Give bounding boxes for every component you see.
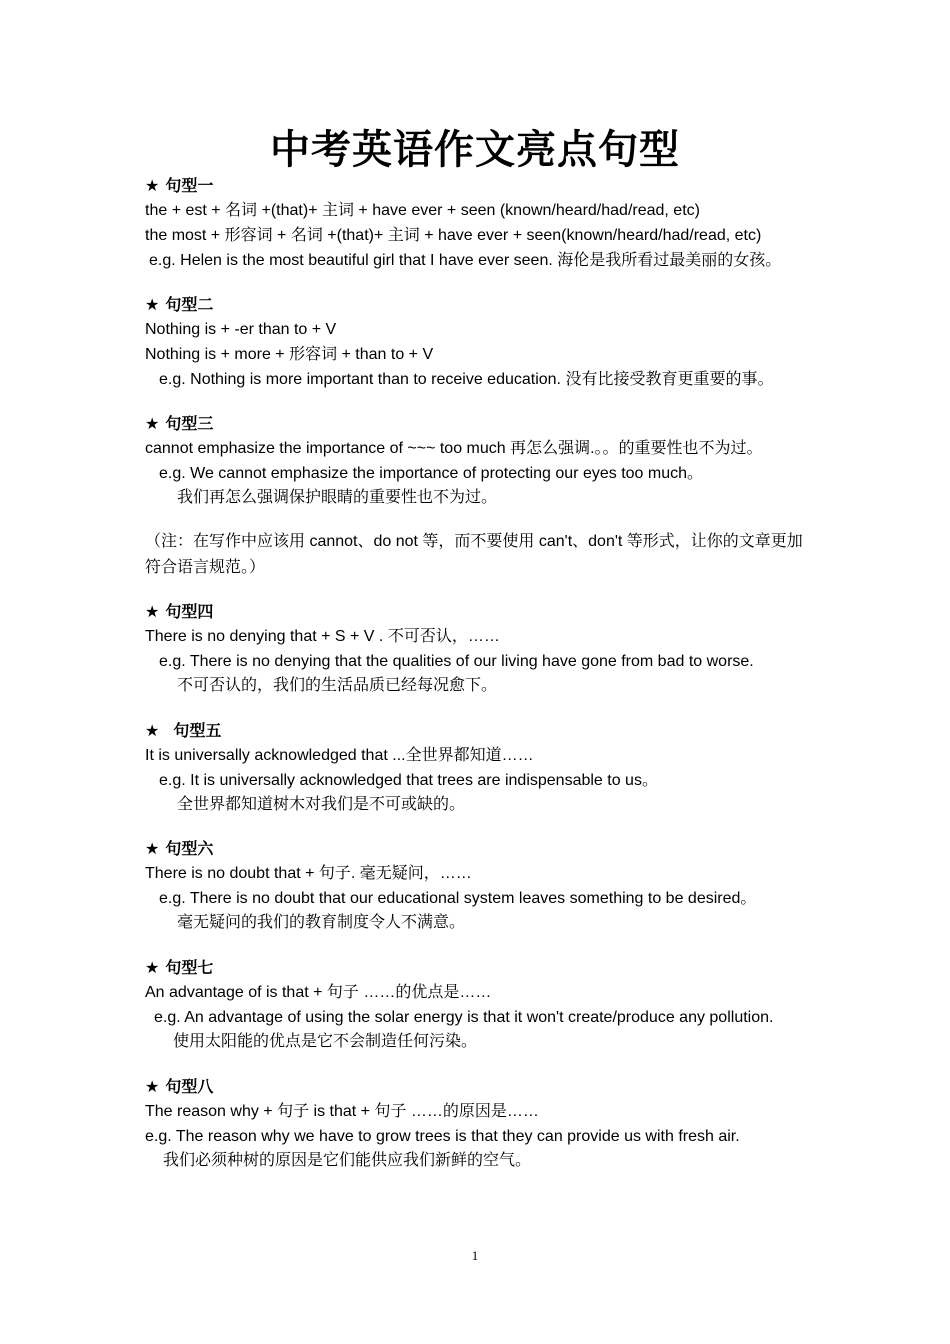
example-line: e.g. The reason why we have to grow trees is that they can provide us with fresh air.: [145, 1128, 740, 1145]
pattern-line: There is no doubt that + 句子. 毫无疑问，……: [145, 865, 472, 882]
pattern-line: the most + 形容词 + 名词 +(that)+ 主词 + have ever + seen(known/heard/had/read, etc): [145, 227, 762, 244]
heading-label: 句型三: [165, 414, 214, 433]
pattern-line: The reason why + 句子 is that + 句子 ……的原因是……: [145, 1103, 539, 1120]
star-icon: ★: [145, 414, 160, 433]
section-heading: [145, 294, 213, 316]
translation-line: 毫无疑问的我们的教育制度令人不满意。: [177, 914, 466, 931]
pattern-line: the + est + 名词 +(that)+ 主词 + have ever + seen (known/heard/had/read, etc): [145, 202, 700, 219]
pattern-line: Nothing is + more + 形容词 + than to + V: [145, 346, 434, 363]
section-heading: [145, 838, 213, 860]
example-line: e.g. There is no denying that the qualities of our living have gone from bad to worse.: [159, 653, 754, 670]
section-heading: [145, 601, 213, 623]
heading-label: 句型六: [165, 839, 214, 858]
usage-note: （注：在写作中应该用 cannot、do not 等，而不要使用 can't、don't 等形式，让你的文章更加符合语言规范。）: [145, 533, 803, 576]
pattern-line: An advantage of is that + 句子 ……的优点是……: [145, 984, 492, 1001]
star-icon: ★: [145, 295, 160, 314]
example-line: e.g. It is universally acknowledged that trees are indispensable to us。: [159, 772, 658, 789]
translation-line: 使用太阳能的优点是它不会制造任何污染。: [173, 1033, 478, 1050]
heading-label: 句型五: [173, 721, 222, 740]
pattern-line: cannot emphasize the importance of ~~~ too much 再怎么强调.。。的重要性也不为过。: [145, 440, 763, 457]
heading-label: 句型八: [165, 1077, 214, 1096]
example-line: e.g. Nothing is more important than to receive education. 没有比接受教育更重要的事。: [159, 371, 774, 388]
section-heading: [145, 1076, 213, 1098]
translation-line: 全世界都知道树木对我们是不可或缺的。: [177, 796, 466, 813]
star-icon: ★: [145, 1077, 160, 1096]
star-icon: ★: [145, 176, 160, 195]
heading-label: 句型四: [165, 602, 214, 621]
example-line: e.g. We cannot emphasize the importance of protecting our eyes too much。: [159, 465, 703, 482]
pattern-line: There is no denying that + S + V . 不可否认，……: [145, 628, 500, 645]
section-heading: [145, 413, 213, 435]
star-icon: ★: [145, 958, 160, 977]
heading-label: 句型七: [165, 958, 214, 977]
document-title: 中考英语作文亮点句型: [270, 127, 680, 173]
section-heading: [145, 175, 213, 197]
translation-line: 我们再怎么强调保护眼睛的重要性也不为过。: [177, 489, 498, 506]
star-icon: ★: [145, 721, 160, 740]
star-icon: ★: [145, 839, 160, 858]
section-heading: [145, 957, 213, 979]
pattern-line: It is universally acknowledged that ...全世界都知道……: [145, 747, 534, 764]
pattern-line: Nothing is + -er than to + V: [145, 321, 337, 338]
translation-line: 不可否认的，我们的生活品质已经每况愈下。: [177, 677, 498, 694]
heading-label: 句型一: [165, 176, 214, 195]
example-line: e.g. There is no doubt that our educational system leaves something to be desired。: [159, 890, 757, 907]
example-line: e.g. Helen is the most beautiful girl that I have ever seen. 海伦是我所看过最美丽的女孩。: [149, 252, 782, 269]
example-line: e.g. An advantage of using the solar energy is that it won't create/produce any pollution.: [154, 1009, 774, 1026]
heading-label: 句型二: [165, 295, 214, 314]
section-heading: [145, 720, 221, 742]
star-icon: ★: [145, 602, 160, 621]
translation-line: 我们必须种树的原因是它们能供应我们新鲜的空气。: [163, 1152, 532, 1169]
page-number: 1: [471, 1248, 479, 1263]
